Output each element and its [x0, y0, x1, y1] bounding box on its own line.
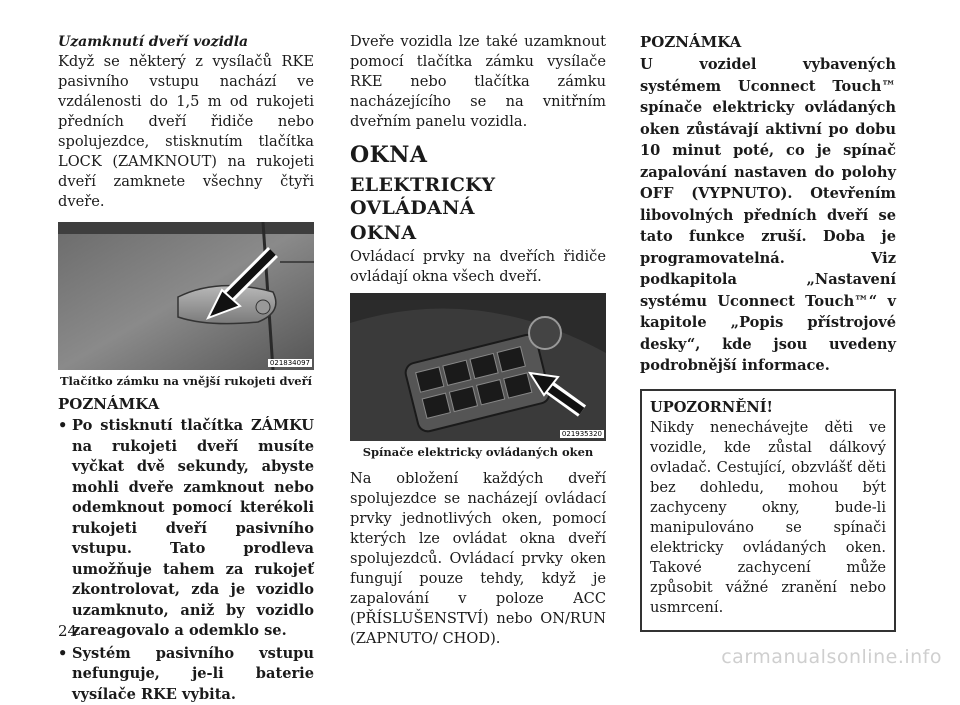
note-bullet: [58, 644, 314, 705]
bullet-dot: •: [58, 416, 72, 642]
note-bullet: [58, 416, 314, 642]
lock-alt-paragraph: Dveře vozidla lze také uzamknout pomocí tlačítka zámku vysílače RKE nebo tlačítka zámku nacházejícího se na vnitřním dveřním panelu vozidla.: [350, 32, 606, 132]
windows-intro: Ovládací prvky na dveřích řidiče ovládají okna všech dveří.: [350, 247, 606, 287]
window-switch-photo: [350, 293, 606, 441]
bullet-dot: •: [58, 644, 72, 705]
section-heading-lock: Uzamknutí dveří vozidla: [58, 32, 314, 52]
door-handle-illustration: [58, 222, 314, 370]
note-heading: POZNÁMKA: [58, 394, 314, 414]
note-heading: POZNÁMKA: [640, 32, 896, 52]
passenger-windows-paragraph: Na obložení každých dveří spolujezdce se nacházejí ovládací prvky jednotlivých oken, pomocí kterých lze ovládat okna dveří spolujezdců. Ovládací prvky oken fungují pouze tehdy, když je zapalování v poloze ACC (PŘÍSLUŠENSTVÍ) nebo ON/RUN (ZAPNUTO/ CHOD).: [350, 469, 606, 649]
image-code: 021834097: [268, 359, 312, 367]
watermark: carmanualsonline.info: [721, 646, 942, 668]
door-handle-photo: [58, 222, 314, 370]
column-right: [640, 32, 896, 632]
column-middle: [350, 32, 606, 649]
warning-heading: UPOZORNĚNÍ!: [650, 399, 886, 416]
column-left: [58, 32, 314, 705]
warning-text: Nikdy nenechávejte děti ve vozidle, kde zůstal dálkový ovladač. Cestující, obzvlášť děti bez dohledu, mohou být zachyceny okny, bude-li manipulováno se spínači elektricky ovládaných oken. Takové zachycení může způsobit vážné zranění nebo usmrcení.: [650, 418, 886, 618]
section-title-windows: OKNA: [350, 142, 606, 168]
window-switch-illustration: [350, 293, 606, 441]
subsection-title-line1: ELEKTRICKY OVLÁDANÁ: [350, 174, 606, 220]
bullet-text: Po stisknutí tlačítka ZÁMKU na rukojeti dveří musíte vyčkat dvě sekundy, abyste mohli dveře zamknout nebo odemknout pomocí kterékoli rukojeti dveří pasivního vstupu. Tato prodleva umožňuje tahem za rukojeť zkontrolovat, zda je vozidlo uzamknuto, aniž by vozidlo zareagovalo a odemklo se.: [72, 416, 314, 642]
image-caption: Tlačítko zámku na vnější rukojeti dveří: [58, 374, 314, 388]
lock-paragraph: Když se některý z vysílačů RKE pasivního vstupu nachází ve vzdálenosti do 1,5 m od rukojeti předních dveří řidiče nebo spolujezdce, stisknutím tlačítka LOCK (ZAMKNOUT) na rukojeti dveří zamknete všechny čtyři dveře.: [58, 52, 314, 212]
image-code: 021935320: [560, 430, 604, 438]
bullet-text: Systém pasivního vstupu nefunguje, je-li baterie vysílače RKE vybita.: [72, 644, 314, 705]
note-text: U vozidel vybavených systémem Uconnect Touch™ spínače elektricky ovládaných oken zůstávají aktivní po dobu 10 minut poté, co je spínač zapalování nastaven do polohy OFF (VYPNUTO). Otevřením libovolných předních dveří se tato funkce zruší. Doba je programovatelná. Viz podkapitola „Nastavení systému Uconnect Touch™“ v kapitole „Popis přístrojové desky“, kde jsou uvedeny podrobnější informace.: [640, 54, 896, 377]
warning-box: [640, 389, 896, 632]
image-caption: Spínače elektricky ovládaných oken: [350, 445, 606, 459]
subsection-title-line2: OKNA: [350, 222, 606, 245]
page-number: 24: [58, 622, 77, 640]
